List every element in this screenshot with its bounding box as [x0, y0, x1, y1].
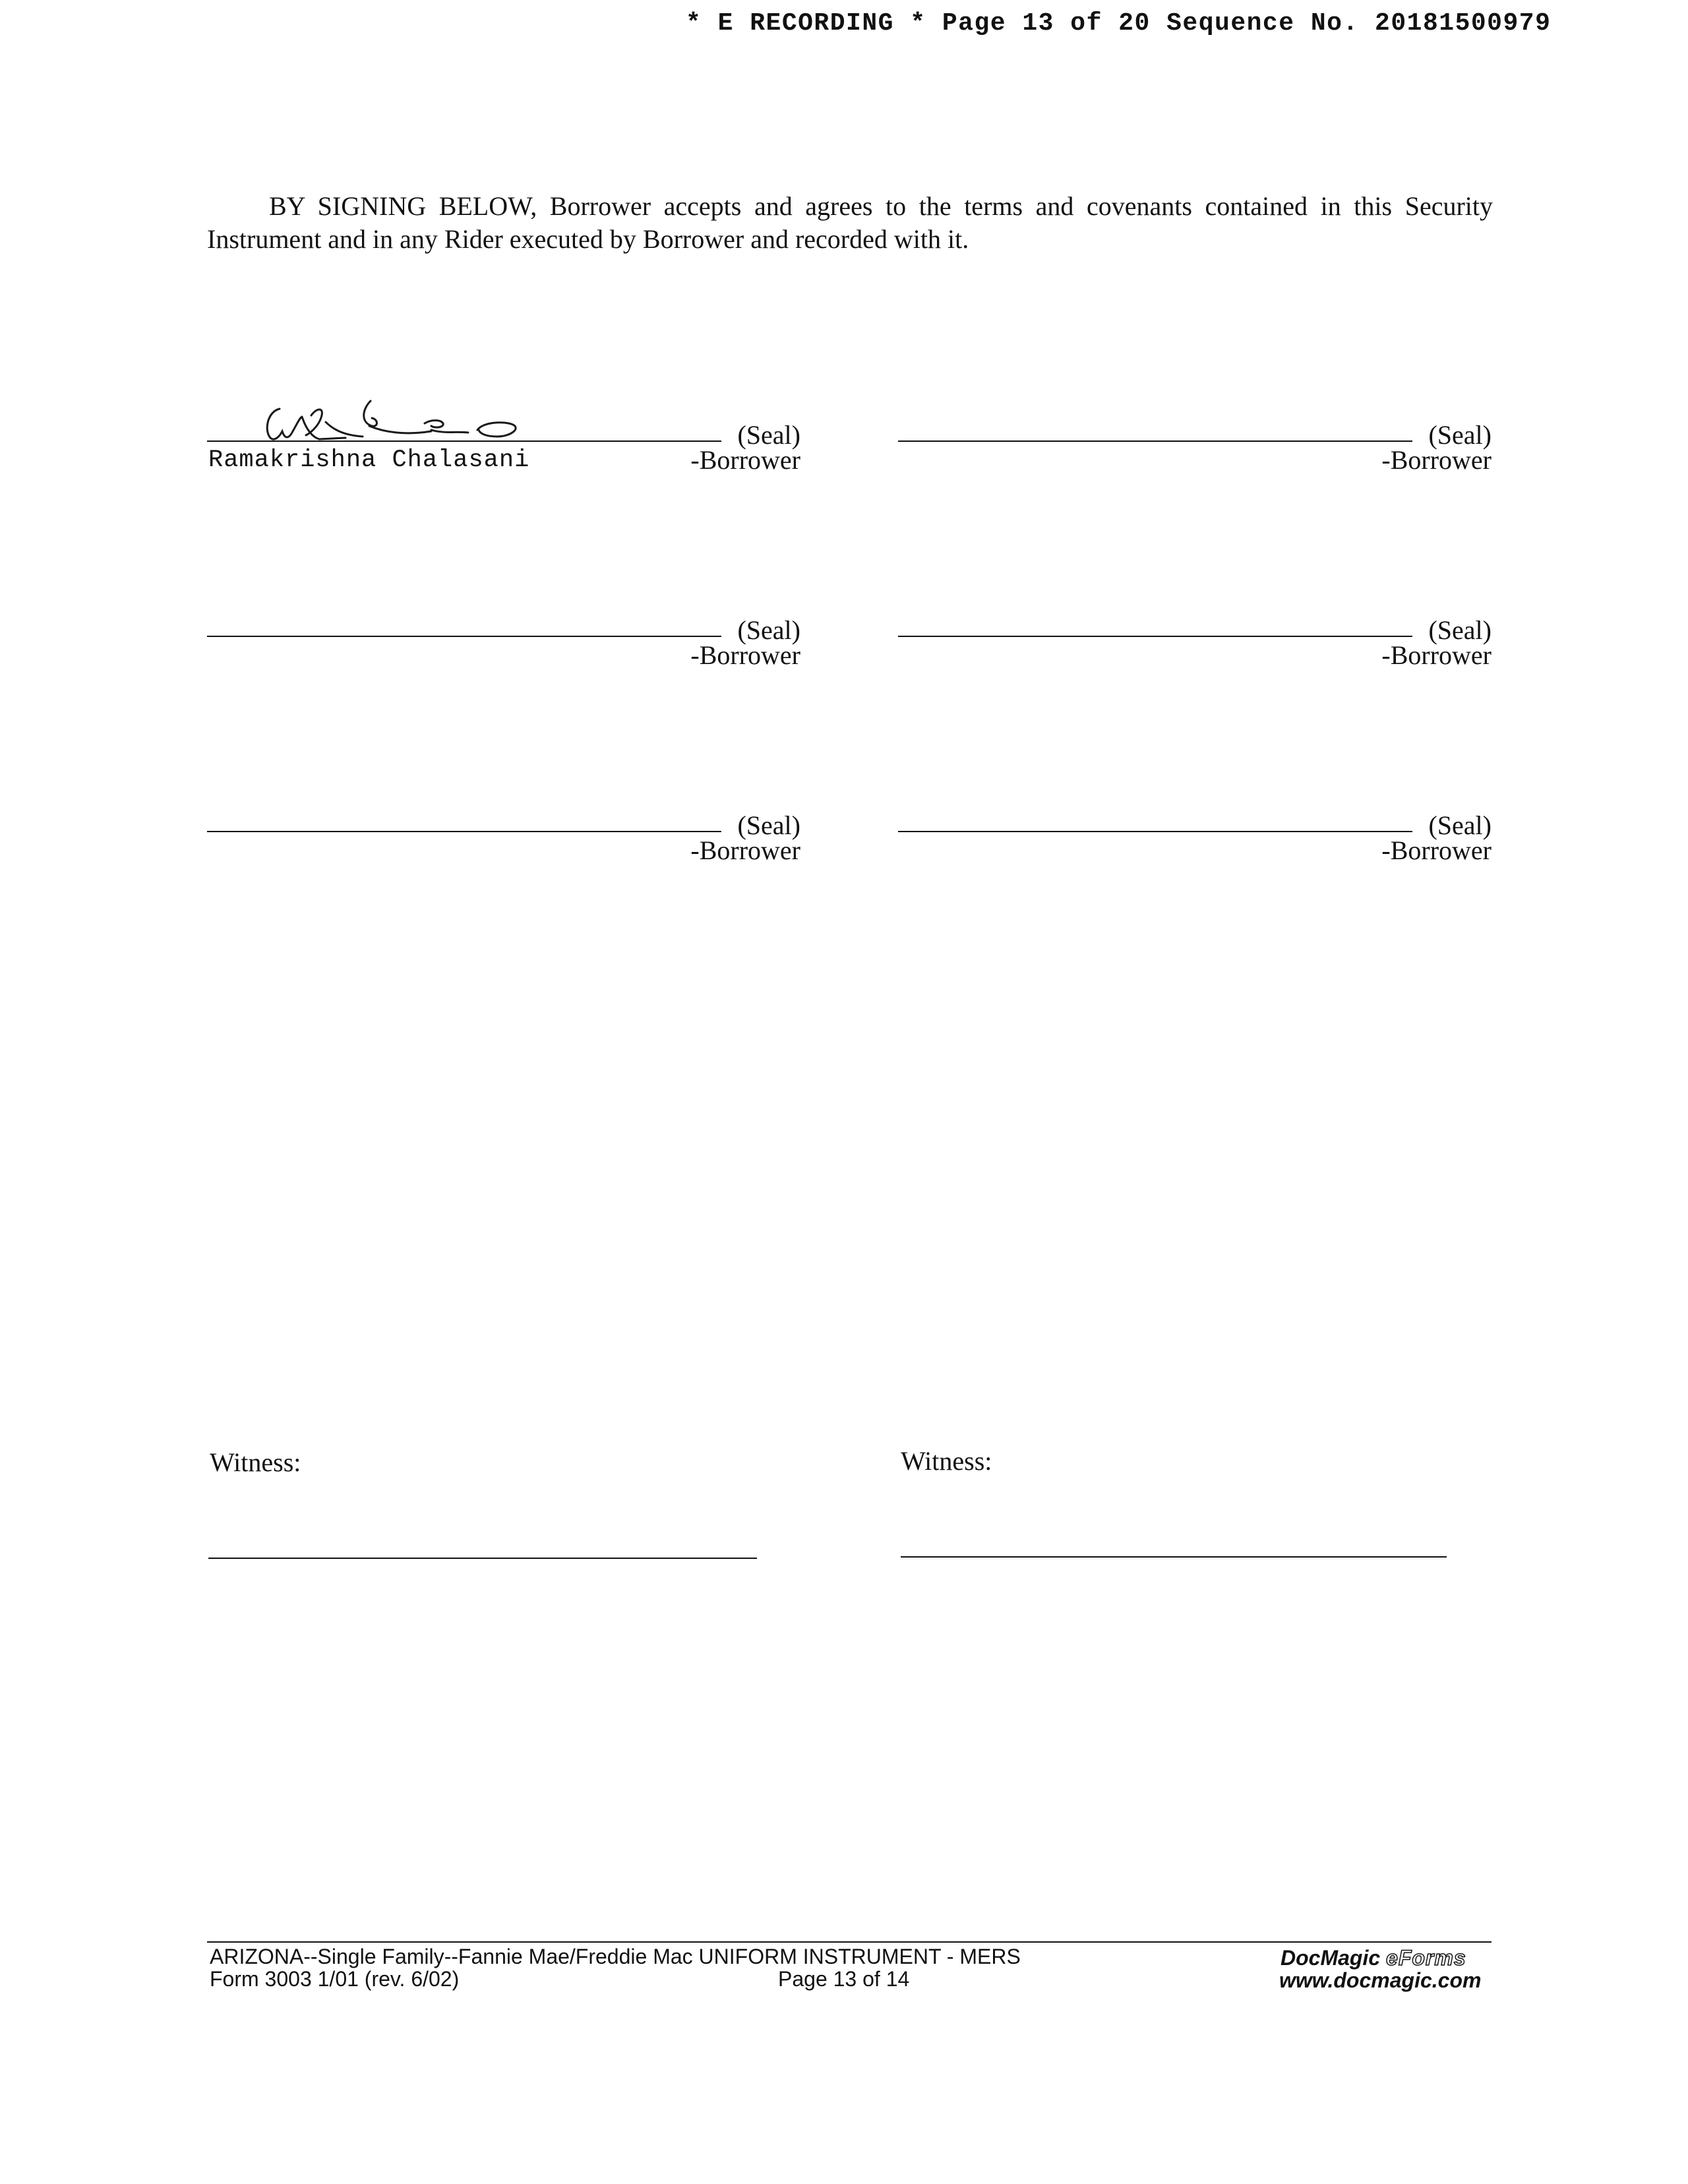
- seal-label: (Seal): [1428, 420, 1492, 450]
- signature-block-borrower-6: [898, 793, 1492, 865]
- seal-label: (Seal): [1428, 615, 1492, 645]
- docmagic-logo: [1281, 1947, 1466, 1969]
- borrower-role-label: -Borrower: [690, 445, 800, 475]
- docmagic-brand-name: DocMagic: [1281, 1946, 1381, 1970]
- borrower-role-label: -Borrower: [1381, 835, 1492, 865]
- signature-line: [207, 831, 721, 832]
- signature-line: [207, 636, 721, 637]
- witness-signature-line-left: [208, 1558, 757, 1559]
- borrower-role-label: -Borrower: [690, 640, 800, 670]
- seal-label: (Seal): [737, 810, 800, 840]
- docmagic-url: www.docmagic.com: [1279, 1968, 1482, 1992]
- signature-line: [207, 440, 721, 442]
- signature-line: [898, 636, 1412, 637]
- signing-statement: BY SIGNING BELOW, Borrower accepts and agrees to the terms and covenants contained in this Security Instrument and in any Rider executed by Borrower and recorded with it.: [207, 191, 1493, 254]
- borrower-role-label: -Borrower: [1381, 640, 1492, 670]
- seal-label: (Seal): [1428, 810, 1492, 840]
- witness-signature-line-right: [901, 1556, 1447, 1558]
- witness-label-left: Witness:: [210, 1447, 301, 1477]
- borrower-name: Ramakrishna Chalasani: [208, 446, 530, 474]
- footer-form-number: Form 3003 1/01 (rev. 6/02): [210, 1967, 460, 1991]
- signature-block-borrower-1: [207, 402, 800, 475]
- footer-form-title: ARIZONA--Single Family--Fannie Mae/Freddie Mac UNIFORM INSTRUMENT - MERS: [210, 1945, 1021, 1968]
- signature-line: [898, 440, 1412, 442]
- signature-block-borrower-2: [898, 402, 1492, 475]
- eforms-brand-name: eForms: [1386, 1946, 1466, 1970]
- signature-block-borrower-5: [207, 793, 800, 865]
- signature-block-borrower-3: [207, 597, 800, 670]
- recording-header: * E RECORDING * Page 13 of 20 Sequence No. 20181500979: [686, 9, 1552, 38]
- seal-label: (Seal): [737, 615, 800, 645]
- signature-block-borrower-4: [898, 597, 1492, 670]
- borrower-role-label: -Borrower: [690, 835, 800, 865]
- footer-page-number: Page 13 of 14: [778, 1967, 910, 1991]
- footer-rule: [207, 1941, 1492, 1943]
- signature-line: [898, 831, 1412, 832]
- borrower-role-label: -Borrower: [1381, 445, 1492, 475]
- witness-label-right: Witness:: [901, 1446, 992, 1476]
- seal-label: (Seal): [737, 420, 800, 450]
